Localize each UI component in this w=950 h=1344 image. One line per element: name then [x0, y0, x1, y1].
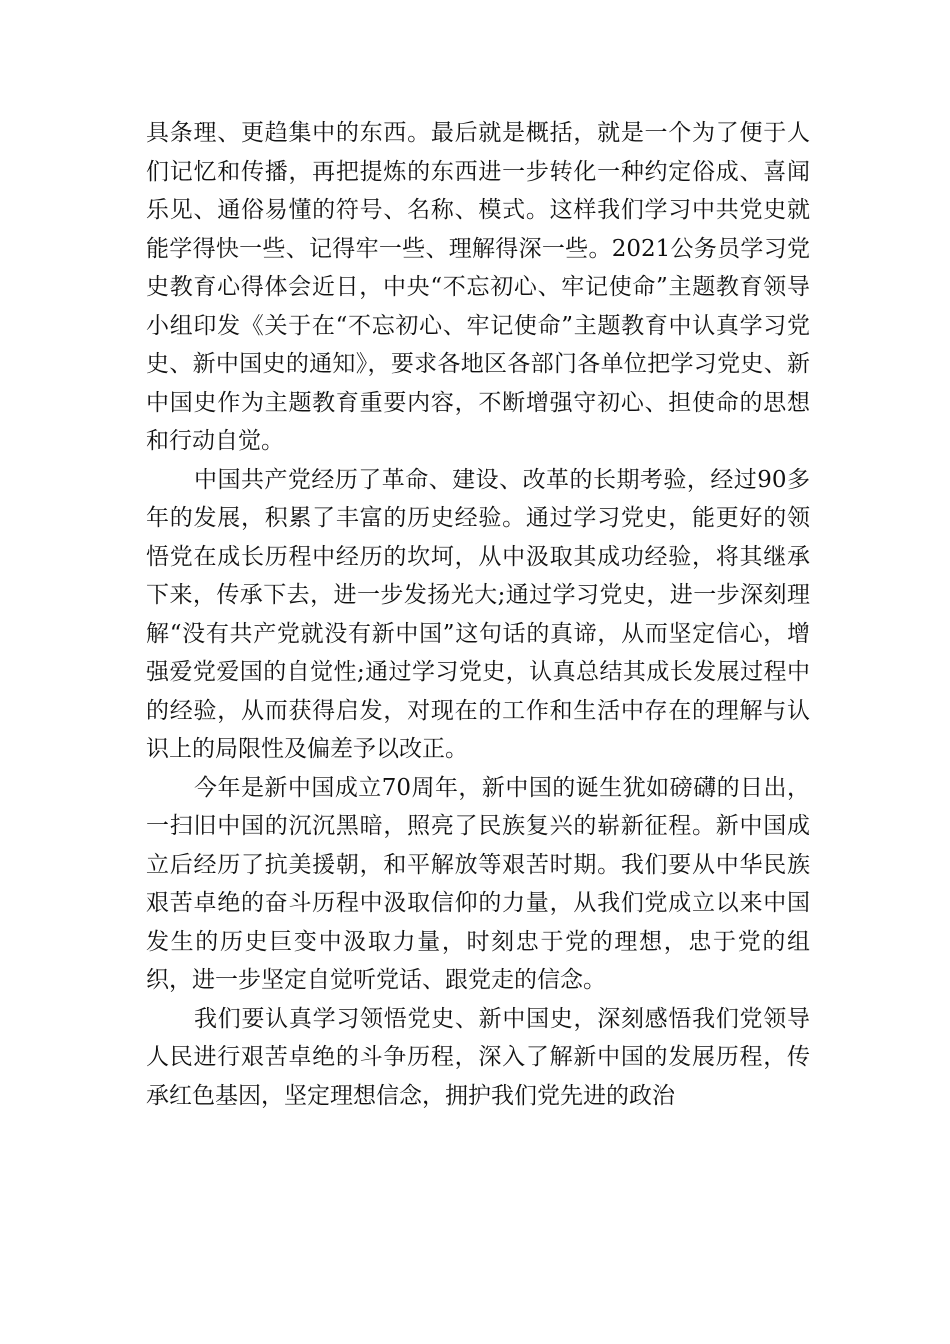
- paragraph-party-history-experience: 中国共产党经历了革命、建设、改革的长期考验，经过90多年的发展，积累了丰富的历史经验。通过学习党史，能更好的领悟党在成长历程中经历的坎坷，从中汲取其成功经验，将其继承下来，传承下去，进一步发扬光大;通过学习党史，进一步深刻理解“没有共产党就没有新中国”这句话的真谛，从而坚定信心，增强爱党爱国的自觉性;通过学习党史，认真总结其成长发展过程中的经验，从而获得启发，对现在的工作和生活中存在的理解与认识上的局限性及偏差予以改正。: [146, 466, 810, 762]
- paragraph-new-china-70-years: 今年是新中国成立70周年，新中国的诞生犹如磅礴的日出，一扫旧中国的沉沉黑暗，照亮了民族复兴的崭新征程。新中国成立后经历了抗美援朝，和平解放等艰苦时期。我们要从中华民族艰苦卓绝的奋斗历程中汲取信仰的力量，从我们党成立以来中国发生的历史巨变中汲取力量，时刻忠于党的理想，忠于党的组织，进一步坚定自觉听党话、跟党走的信念。: [146, 774, 810, 993]
- document-body: [146, 114, 810, 1115]
- paragraph-continued: 具条理、更趋集中的东西。最后就是概括，就是一个为了便于人们记忆和传播，再把提炼的东西进一步转化一种约定俗成、喜闻乐见、通俗易懂的符号、名称、模式。这样我们学习中共党史就能学得快一些、记得牢一些、理解得深一些。2021公务员学习党史教育心得体会近日，中央“不忘初心、牢记使命”主题教育领导小组印发《关于在“不忘初心、牢记使命”主题教育中认真学习党史、新中国史的通知》，要求各地区各部门各单位把学习党史、新中国史作为主题教育重要内容，不断增强守初心、担使命的思想和行动自觉。: [146, 120, 810, 454]
- paragraph-study-history: 我们要认真学习领悟党史、新中国史，深刻感悟我们党领导人民进行艰苦卓绝的斗争历程，深入了解新中国的发展历程，传承红色基因，坚定理想信念，拥护我们党先进的政治: [146, 1005, 810, 1109]
